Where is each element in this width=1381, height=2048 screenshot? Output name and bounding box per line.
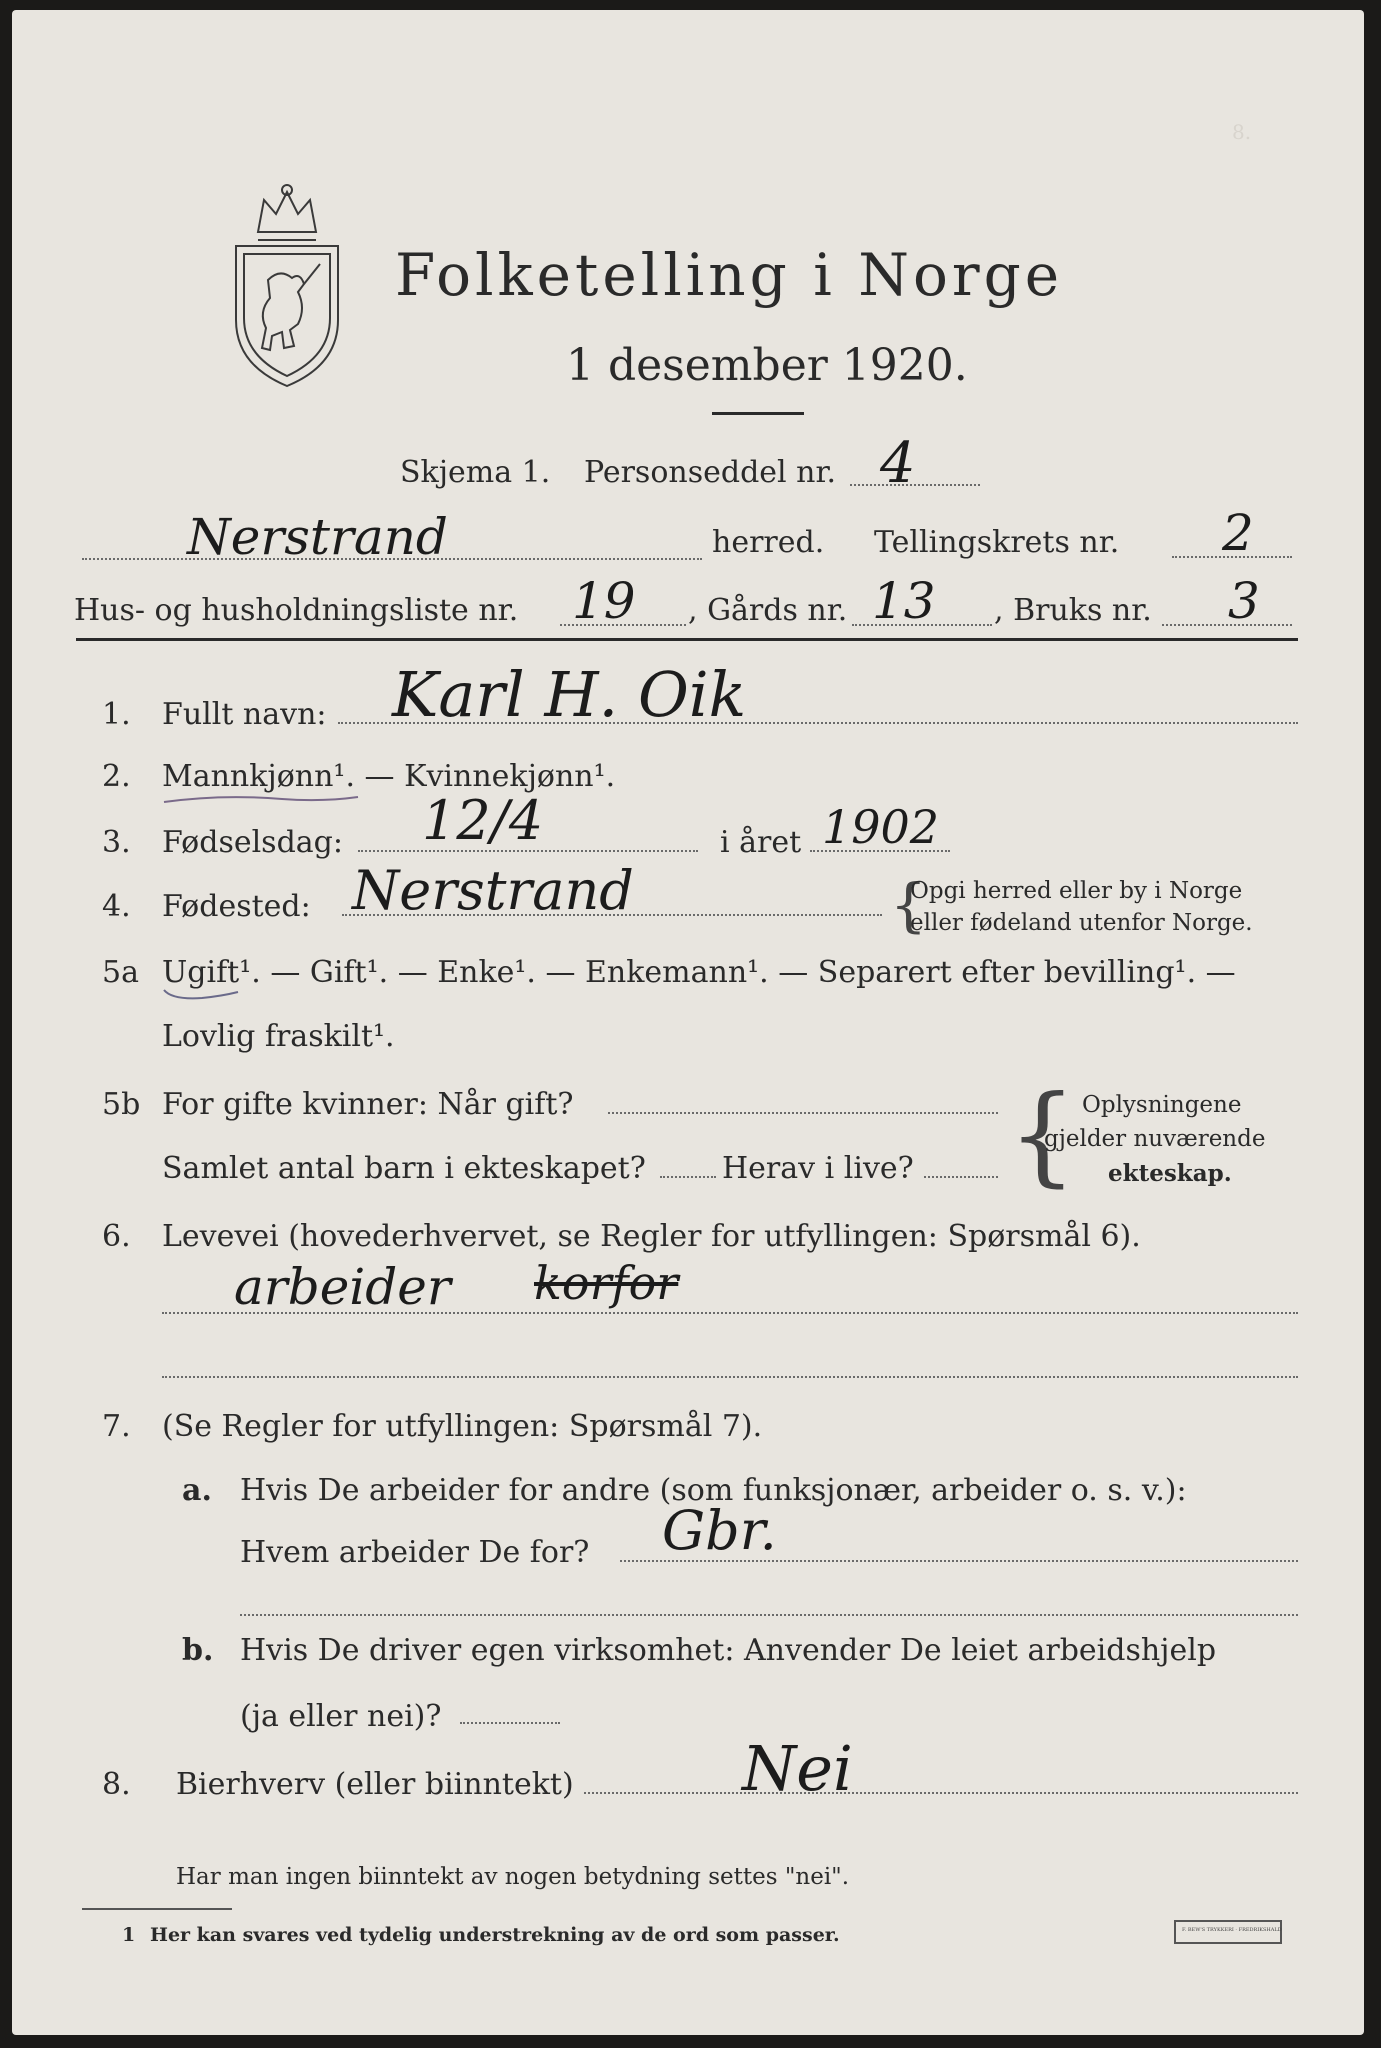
bruks-value[interactable]: 3 [1228,572,1260,630]
herred-line [82,558,702,560]
gards-label: , Gårds nr. [688,593,848,628]
q7a-line2: Hvem arbeider De for? [240,1535,590,1570]
herred-value[interactable]: Nerstrand [187,508,448,566]
personseddel-label: Personseddel nr. [584,455,837,490]
employer-line-1 [620,1560,1298,1562]
footnote-marker: 1 [122,1924,136,1946]
tellingskrets-label: Tellingskrets nr. [874,525,1120,560]
tellingskrets-value[interactable]: 2 [1222,504,1254,562]
birthplace-value[interactable]: Nerstrand [352,859,634,922]
gards-line [852,624,992,626]
full-name-value[interactable]: Karl H. Oik [392,658,747,731]
q7b-letter: b. [182,1633,214,1668]
birthplace-note-line1: Opgi herred eller by i Norge [910,878,1243,904]
form-title: Folketelling i Norge [395,241,1064,309]
printer-stamp: F. BEW'S TRYKKERI · FREDRIKSHALD [1174,1920,1282,1944]
ugift-underline-mark [162,986,242,1004]
children-alive-line [924,1176,998,1178]
q1-label: Fullt navn: [162,697,327,732]
married-date-line [608,1112,998,1114]
marriage-note-line2: gjelder nuværende [1044,1126,1266,1152]
birthplace-line [342,914,882,916]
birthday-value[interactable]: 12/4 [422,789,544,852]
marital-status-options: Ugift¹. — Gift¹. — Enke¹. — Enkemann¹. — Separert efter bevilling¹. — [162,955,1236,990]
q7a-letter: a. [182,1473,212,1508]
q6-number: 6. [102,1219,131,1254]
husliste-value[interactable]: 19 [572,572,636,630]
children-alive-label: Herav i live? [722,1151,914,1186]
brace-icon: { [890,871,927,939]
employer-value[interactable]: Gbr. [662,1499,777,1562]
tellingskrets-line [1172,556,1292,558]
side-income-label: Bierhverv (eller biinntekt) [176,1767,574,1802]
q8-number: 8. [102,1767,131,1802]
occupation-value[interactable]: arbeider [234,1258,451,1316]
occupation-label: Levevei (hovederhvervet, se Regler for utfyllingen: Spørsmål 6). [162,1219,1141,1254]
marital-status-options-2: Lovlig fraskilt¹. [162,1019,395,1054]
bruks-label: , Bruks nr. [994,593,1152,628]
side-income-line [584,1792,1298,1794]
footnote-divider [82,1908,232,1910]
personseddel-line [850,484,980,486]
q3-number: 3. [102,825,131,860]
brace-icon-2: { [1008,1073,1077,1198]
personseddel-value[interactable]: 4 [880,431,916,496]
side-income-value[interactable]: Nei [742,1732,853,1805]
title-divider [712,412,804,415]
q7a-line1: Hvis De arbeider for andre (som funksjonær, arbeider o. s. v.): [240,1473,1187,1508]
q5a-number: 5a [102,955,139,990]
gender-options: Mannkjønn¹. — Kvinnekjønn¹. [162,759,616,794]
footnote-text: Her kan svares ved tydelig understrekning av de ord som passer. [150,1924,840,1946]
birth-year-label: i året [720,825,802,860]
q5b-number: 5b [102,1087,141,1122]
q1-number: 1. [102,697,131,732]
occupation-line-2 [162,1376,1298,1378]
census-date: 1 desember 1920. [566,340,968,391]
schema-label: Skjema 1. [400,455,551,490]
birthday-line [358,850,698,852]
no-income-note: Har man ingen biinntekt av nogen betydning settes "nei". [176,1864,850,1890]
husliste-label: Hus- og husholdningsliste nr. [74,593,519,628]
q7b-line2: (ja eller nei)? [240,1699,442,1734]
q7b-line1: Hvis De driver egen virksomhet: Anvender De leiet arbeidshjelp [240,1633,1217,1668]
bruks-line [1162,624,1292,626]
birth-year-line [810,850,950,852]
bleed-through-text: 8. [1232,120,1252,144]
q4-number: 4. [102,889,131,924]
header-divider [76,638,1298,641]
gards-value[interactable]: 13 [872,572,936,630]
children-total-label: Samlet antal barn i ekteskapet? [162,1151,646,1186]
q4-label: Fødested: [162,889,311,924]
husliste-line [560,624,686,626]
q3-label: Fødselsdag: [162,825,343,860]
full-name-line [338,722,1298,724]
occupation-line-1 [162,1312,1298,1314]
census-form-page [12,10,1364,2035]
occupation-struck-text: korfor [534,1256,679,1310]
birth-year-value[interactable]: 1902 [822,800,940,854]
employer-line-2 [240,1614,1298,1616]
children-total-line [660,1176,716,1178]
marriage-note-line3: ekteskap. [1108,1160,1232,1187]
birthplace-note-line2: eller fødeland utenfor Norge. [910,910,1253,936]
hired-help-line [460,1722,560,1724]
q7-label: (Se Regler for utfyllingen: Spørsmål 7). [162,1409,763,1444]
q7-number: 7. [102,1409,131,1444]
herred-label: herred. [712,525,825,560]
mannkjonn-underline-mark [162,792,362,806]
marriage-note-line1: Oplysningene [1082,1092,1242,1118]
married-women-label: For gifte kvinner: Når gift? [162,1087,574,1122]
norway-coat-of-arms-icon [228,180,346,390]
q2-number: 2. [102,759,131,794]
